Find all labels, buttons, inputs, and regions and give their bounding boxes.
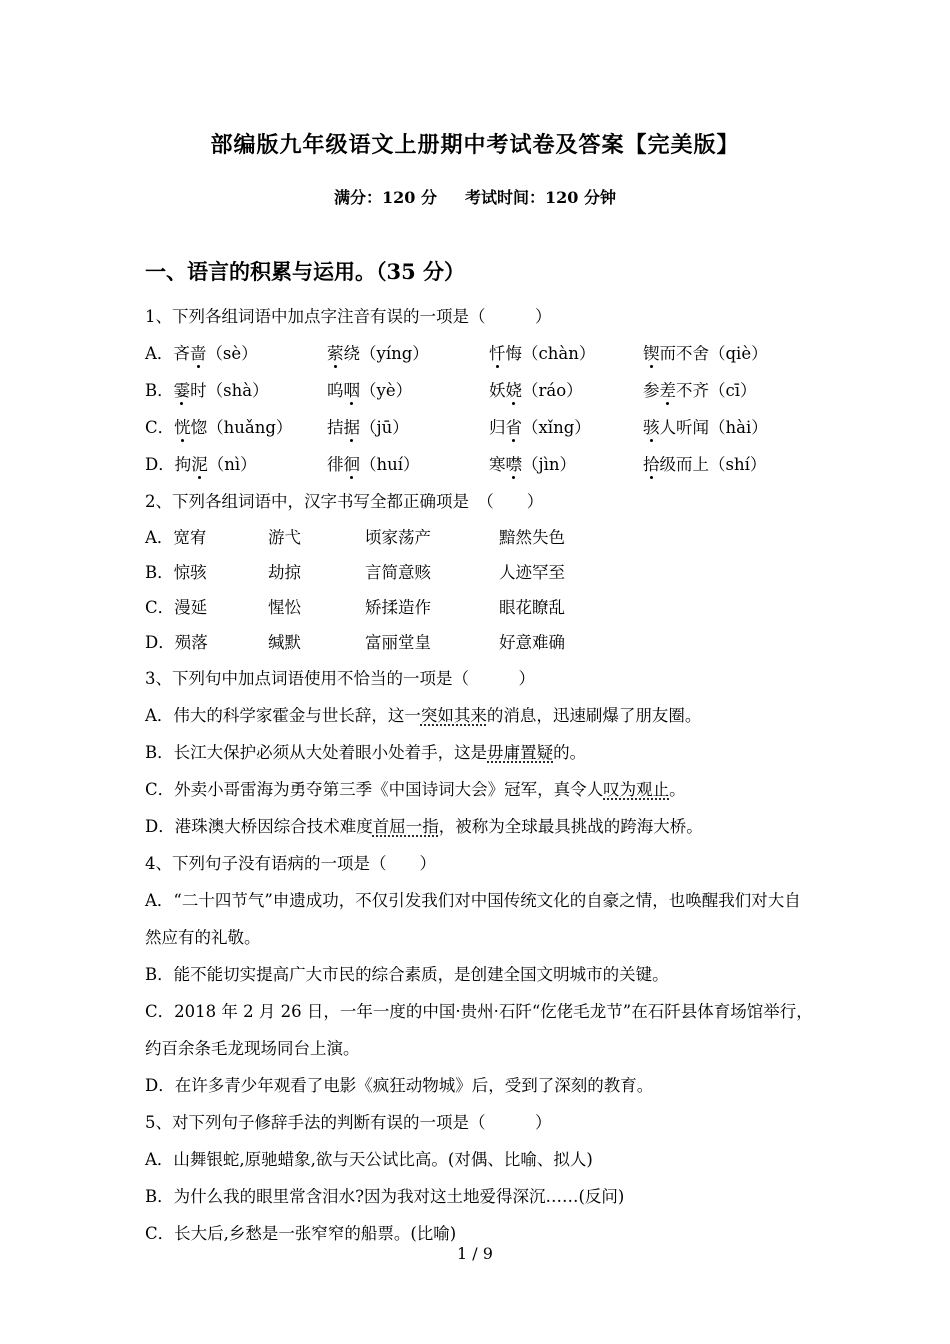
q4-option-a: A．“二十四节气”申遗成功，不仅引发我们对中国传统文化的自豪之情，也唤醒我们对大自然应有的礼敬。: [145, 891, 801, 947]
q3-option-c: C．外卖小哥雷海为勇夺第三季《中国诗词大会》冠军，真令人叹为观止。: [145, 780, 686, 799]
q1-option-row: D．拘泥（nì） 徘徊（huí） 寒噤（jìn） 拾级而上（shí）: [145, 446, 815, 483]
full-score: 满分：120 分: [334, 188, 437, 207]
dotted-phrase: 突如其来: [420, 706, 487, 725]
q4-option-d: D．在许多青少年观看了电影《疯狂动物城》后，受到了深刻的教育。: [145, 1076, 654, 1095]
page-number: 1 / 9: [457, 1244, 493, 1263]
q2-option-row: C．漫延 惺忪 矫揉造作 眼花瞭乱: [145, 598, 565, 617]
q1-stem: 1、下列各组词语中加点字注音有误的一项是（ ）: [145, 307, 552, 326]
questions: [145, 298, 815, 1252]
q3-option-a: A．伟大的科学家霍金与世长辞，这一突如其来的消息，迅速刷爆了朋友圈。: [145, 706, 702, 725]
q1-option-row: B．霎时（shà） 呜咽（yè） 妖娆（ráo） 参差不齐（cī）: [145, 372, 815, 409]
q4-stem: 4、下列句子没有语病的一项是（ ）: [145, 854, 436, 873]
dotted-phrase: 毋庸置疑: [487, 743, 554, 762]
q5-stem: 5、对下列句子修辞手法的判断有误的一项是（ ）: [145, 1113, 552, 1132]
document-title: 部编版九年级语文上册期中考试卷及答案【完美版】: [210, 132, 740, 158]
q1-option-row: C．恍惚（huǎng） 拮据（jū） 归省（xǐng） 骇人听闻（hài）: [145, 409, 815, 446]
q2-option-row: D．殒落 缄默 富丽堂皇 好意难确: [145, 633, 565, 652]
q1-option-row: A．吝啬（sè） 萦绕（yíng） 忏悔（chàn） 锲而不舍（qiè）: [145, 335, 815, 372]
q3-option-b: B．长江大保护必须从大处着眼小处着手，这是毋庸置疑的。: [145, 743, 587, 762]
section-heading: 一、语言的积累与运用。（35 分）: [145, 259, 466, 284]
q3-option-d: D．港珠澳大桥因综合技术难度首屈一指，被称为全球最具挑战的跨海大桥。: [145, 817, 703, 836]
q2-option-row: A．宽宥 游弋 顷家荡产 黯然失色: [145, 528, 565, 547]
q5-option-b: B．为什么我的眼里常含泪水?因为我对这土地爱得深沉……(反问): [145, 1187, 625, 1206]
q5-option-a: A．山舞银蛇,原驰蜡象,欲与天公试比高。(对偶、比喻、拟人): [145, 1150, 593, 1169]
q4-option-b: B．能不能切实提高广大市民的综合素质，是创建全国文明城市的关键。: [145, 965, 669, 984]
dotted-phrase: 叹为观止: [603, 780, 670, 799]
exam-time: 考试时间：120 分钟: [465, 188, 616, 207]
q4-option-c: C．2018 年 2 月 26 日，一年一度的中国·贵州·石阡“仡佬毛龙节”在石阡县体育场馆举行，约百余条毛龙现场同台上演。: [145, 1002, 813, 1058]
exam-meta: [0, 185, 950, 208]
q5-option-c: C．长大后,乡愁是一张窄窄的船票。(比喻): [145, 1224, 457, 1243]
q2-option-row: B．惊骇 劫掠 言简意赅 人迹罕至: [145, 563, 565, 582]
dotted-phrase: 首屈一指: [372, 817, 439, 836]
q3-stem: 3、下列句中加点词语使用不恰当的一项是（ ）: [145, 669, 535, 688]
q2-stem: 2、下列各组词语中，汉字书写全都正确项是 （ ）: [145, 492, 544, 511]
